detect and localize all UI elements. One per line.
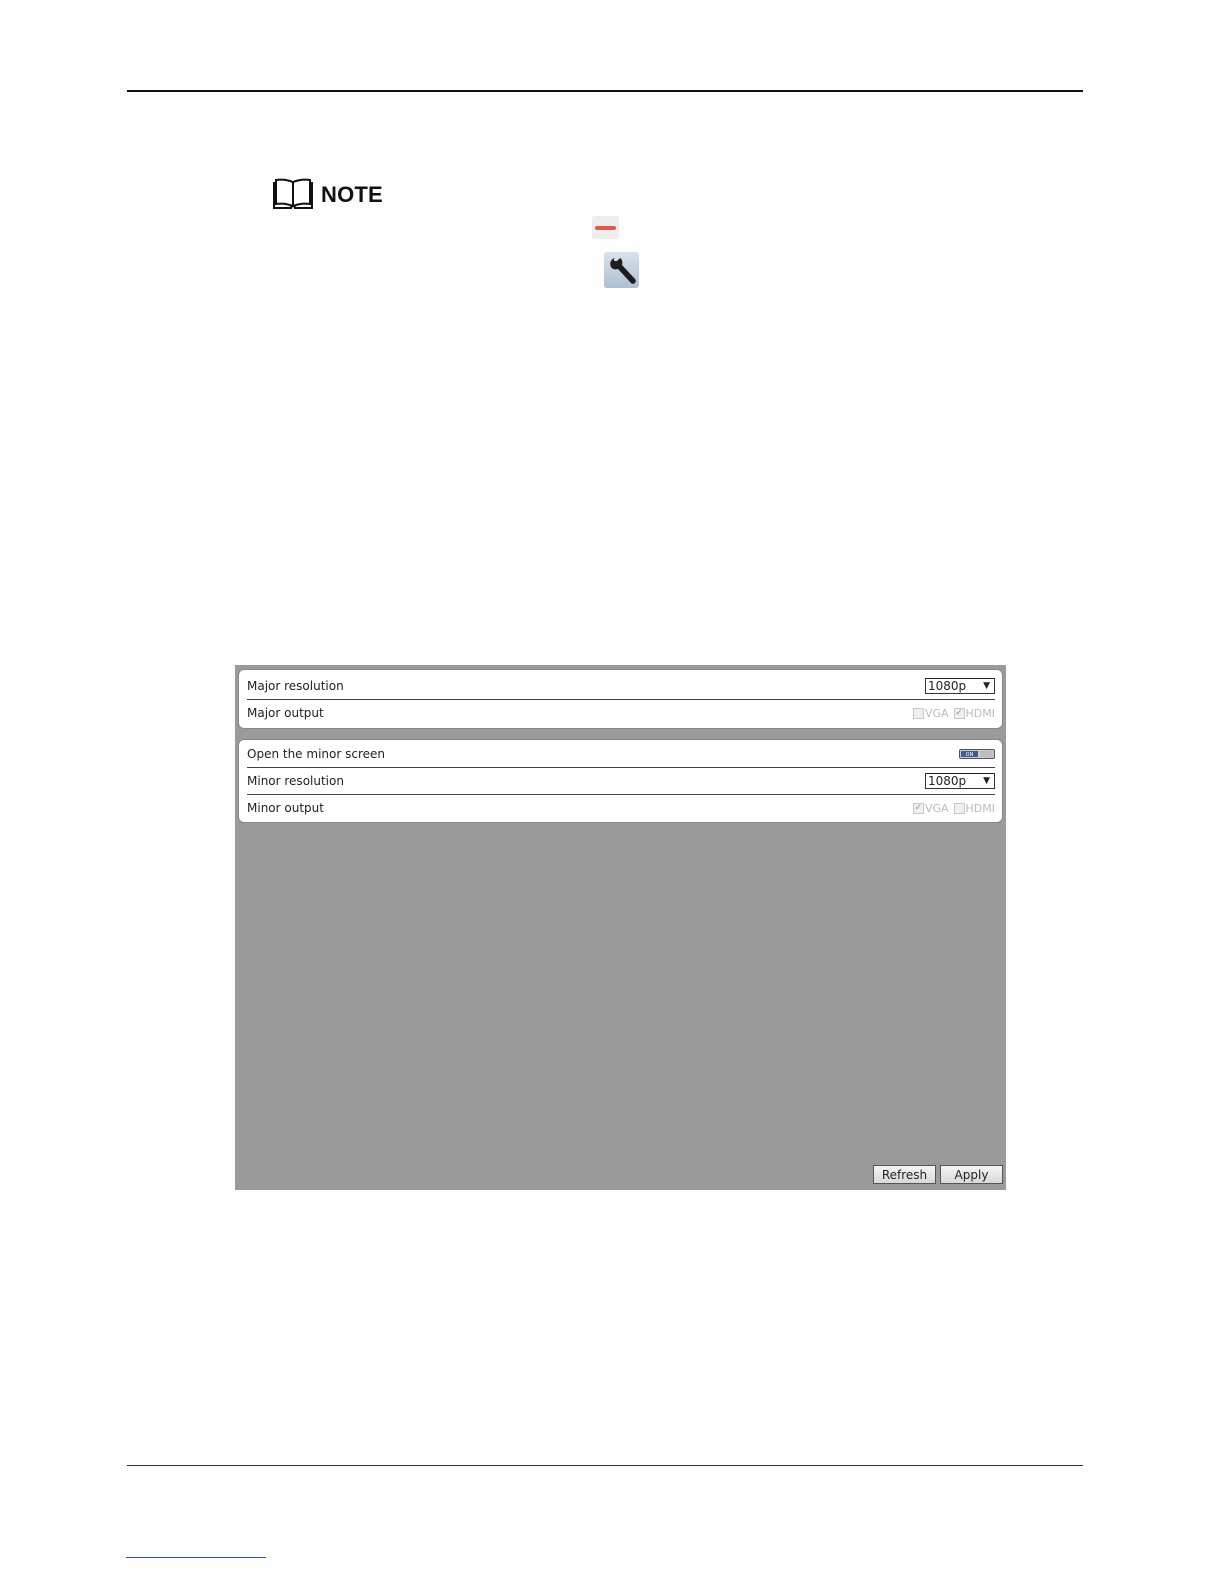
apply-button[interactable]: Apply xyxy=(940,1165,1003,1184)
chevron-down-icon: ▼ xyxy=(983,776,990,786)
footer-rule xyxy=(127,1465,1083,1466)
major-vga-label: VGA xyxy=(924,706,949,720)
minor-resolution-label: Minor resolution xyxy=(247,774,344,788)
minor-hdmi-checkbox[interactable] xyxy=(954,803,965,814)
major-output-row xyxy=(247,699,995,726)
minor-resolution-row xyxy=(247,767,995,794)
major-resolution-value: 1080p xyxy=(928,679,967,693)
footer-link-underline xyxy=(126,1557,266,1558)
major-vga-checkbox[interactable] xyxy=(913,708,924,719)
note-label: NOTE xyxy=(321,182,383,207)
minor-vga-checkbox[interactable]: ✓ xyxy=(914,803,923,813)
major-output-panel xyxy=(238,669,1003,729)
minor-output-row xyxy=(247,794,995,821)
book-icon xyxy=(272,178,314,212)
major-hdmi-checkbox[interactable]: ✓ xyxy=(955,708,963,718)
major-hdmi-label: HDMI xyxy=(965,706,995,720)
minor-screen-toggle[interactable] xyxy=(959,749,995,759)
major-resolution-label: Major resolution xyxy=(247,679,344,693)
note-heading xyxy=(272,178,383,212)
toggle-off-state xyxy=(980,751,993,757)
minor-vga-label: VGA xyxy=(924,801,949,815)
minor-hdmi-label: HDMI xyxy=(965,801,995,815)
major-output-label: Major output xyxy=(247,706,324,720)
display-settings-screen xyxy=(235,665,1006,1190)
minor-resolution-select[interactable] xyxy=(925,773,995,789)
chevron-down-icon: ▼ xyxy=(983,681,990,691)
minor-output-label: Minor output xyxy=(247,801,324,815)
minor-output-panel xyxy=(238,739,1003,823)
open-minor-row xyxy=(247,741,995,767)
open-minor-label: Open the minor screen xyxy=(247,747,385,761)
minor-output-checks xyxy=(913,802,995,815)
minus-icon xyxy=(592,216,619,239)
refresh-button[interactable]: Refresh xyxy=(873,1165,936,1184)
major-output-checks xyxy=(913,707,995,720)
wrench-icon xyxy=(604,252,639,288)
major-resolution-select[interactable] xyxy=(925,678,995,694)
header-rule xyxy=(127,90,1083,92)
major-resolution-row xyxy=(247,673,995,699)
minor-resolution-value: 1080p xyxy=(928,774,967,788)
toggle-on-state: ON xyxy=(961,751,978,757)
